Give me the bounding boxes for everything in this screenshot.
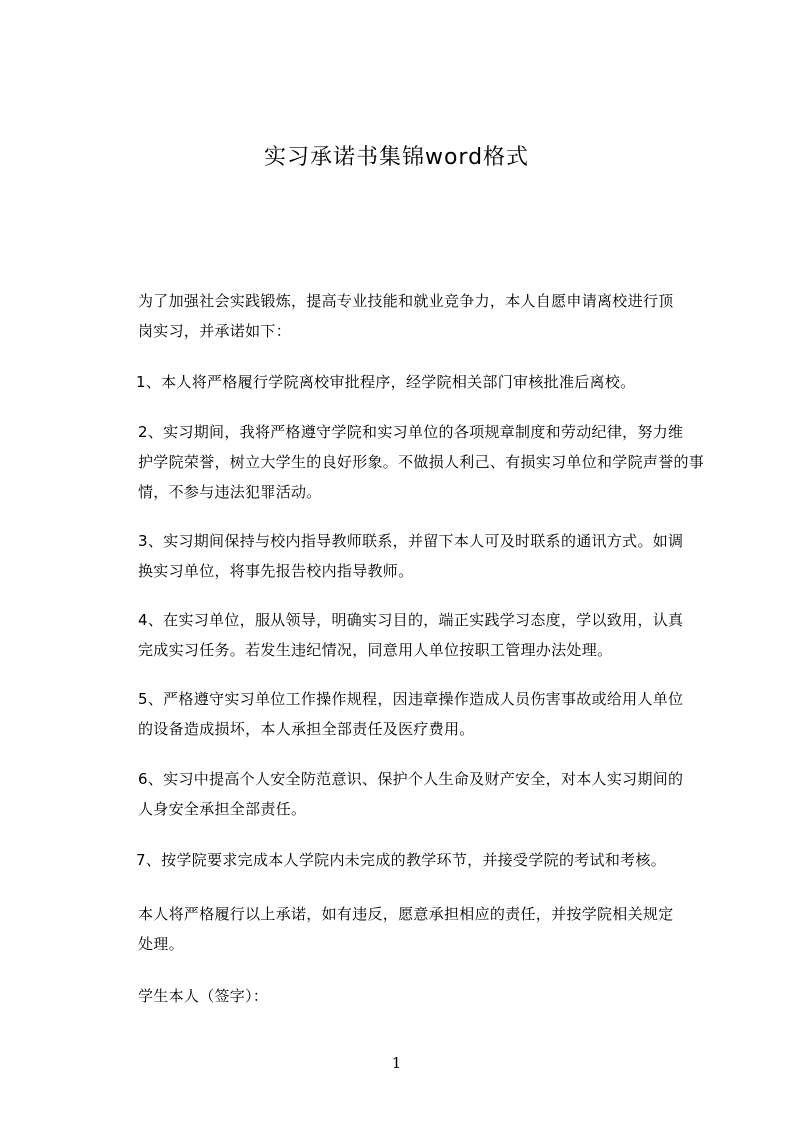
pledge-item-1 bbox=[104, 367, 714, 397]
closing-line: 处理。 bbox=[138, 935, 184, 953]
pledge-line: 护学院荣誉，树立大学生的良好形象。不做损人利己、有损实习单位和学院声誉的事 bbox=[138, 453, 705, 471]
pledge-item-4 bbox=[104, 605, 714, 665]
page-number: 1 bbox=[391, 1054, 402, 1072]
pledge-line: 2、实习期间，我将严格遵守学院和实习单位的各项规章制度和劳动纪律，努力维 bbox=[138, 423, 684, 441]
pledge-line: 的设备造成损坏，本人承担全部责任及医疗费用。 bbox=[138, 720, 475, 738]
signature-label: 学生本人（签字）： bbox=[138, 987, 269, 1005]
closing-paragraph bbox=[104, 899, 714, 959]
pledge-line: 人身安全承担全部责任。 bbox=[138, 800, 307, 818]
pledge-line: 5、严格遵守实习单位工作操作规程，因违章操作造成人员伤害事故或给用人单位 bbox=[138, 690, 684, 708]
pledge-line: 换实习单位，将事先报告校内指导教师。 bbox=[138, 562, 414, 580]
pledge-item-7 bbox=[104, 845, 714, 875]
intro-paragraph bbox=[104, 286, 714, 346]
pledge-line: 情，不参与违法犯罪活动。 bbox=[138, 483, 322, 501]
document-title: 实习承诺书集锦word格式 bbox=[263, 145, 530, 170]
pledge-item-5 bbox=[104, 684, 714, 744]
pledge-line: 7、按学院要求完成本人学院内未完成的教学环节，并接受学院的考试和考核。 bbox=[136, 851, 667, 869]
pledge-item-3 bbox=[104, 526, 714, 586]
pledge-item-6 bbox=[104, 764, 714, 824]
pledge-line: 6、实习中提高个人安全防范意识、保护个人生命及财产安全，对本人实习期间的 bbox=[138, 770, 684, 788]
closing-line: 本人将严格履行以上承诺，如有违反，愿意承担相应的责任，并按学院相关规定 bbox=[138, 905, 674, 923]
pledge-line: 4、在实习单位，服从领导，明确实习目的，端正实践学习态度，学以致用，认真 bbox=[138, 611, 684, 629]
intro-line: 岗实习，并承诺如下： bbox=[138, 322, 292, 340]
pledge-line: 完成实习任务。若发生违纪情况，同意用人单位按职工管理办法处理。 bbox=[138, 641, 613, 659]
pledge-line: 3、实习期间保持与校内指导教师联系，并留下本人可及时联系的通讯方式。如调 bbox=[138, 532, 684, 550]
pledge-item-2 bbox=[104, 417, 714, 507]
pledge-line: 1、本人将严格履行学院离校审批程序，经学院相关部门审核批准后离校。 bbox=[136, 373, 636, 391]
intro-line: 为了加强社会实践锻炼，提高专业技能和就业竞争力，本人自愿申请离校进行顶 bbox=[138, 292, 674, 310]
signature-line bbox=[104, 981, 714, 1011]
